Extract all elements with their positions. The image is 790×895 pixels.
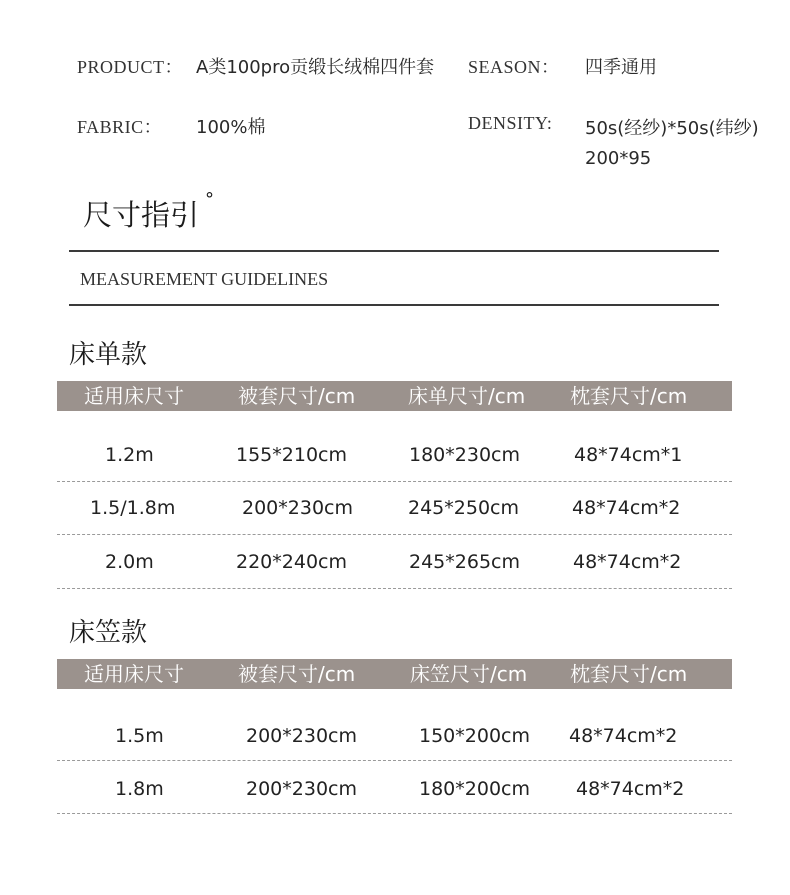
guide-bottom-divider: [69, 304, 719, 306]
cell-duvet-size: 200*230cm: [246, 778, 357, 800]
cell-bed-size: 1.8m: [115, 778, 164, 800]
cell-duvet-size: 220*240cm: [236, 551, 347, 573]
product-label: PRODUCT：: [77, 57, 184, 77]
guide-title-mark: °: [205, 189, 215, 210]
cell-duvet-size: 155*210cm: [236, 444, 347, 466]
col-header-fitted-sheet-size: 床笠尺寸/cm: [410, 662, 528, 686]
product-value: A类100pro贡缎长绒棉四件套: [196, 57, 435, 78]
table-row: [57, 761, 732, 814]
guide-top-divider: [69, 250, 719, 252]
cell-fitted-sheet-size: 180*200cm: [419, 778, 530, 800]
table-row: [57, 429, 732, 482]
cell-bed-size: 1.5/1.8m: [90, 497, 176, 519]
cell-sheet-size: 245*265cm: [409, 551, 520, 573]
cell-duvet-size: 200*230cm: [242, 497, 353, 519]
guide-subtitle: MEASUREMENT GUIDELINES: [80, 269, 329, 289]
flat-sheet-table-header: [57, 381, 732, 411]
fitted-sheet-table-header: [57, 659, 732, 689]
cell-duvet-size: 200*230cm: [246, 725, 357, 747]
cell-pillowcase-size: 48*74cm*2: [572, 497, 681, 519]
col-header-pillowcase-size: 枕套尺寸/cm: [570, 384, 688, 408]
cell-pillowcase-size: 48*74cm*2: [576, 778, 685, 800]
cell-sheet-size: 180*230cm: [409, 444, 520, 466]
table-row: [57, 708, 732, 761]
cell-bed-size: 1.5m: [115, 725, 164, 747]
table-row: [57, 535, 732, 589]
cell-fitted-sheet-size: 150*200cm: [419, 725, 530, 747]
season-label: SEASON：: [468, 57, 560, 77]
fabric-value: 100%棉: [196, 117, 266, 138]
col-header-duvet-size: 被套尺寸/cm: [238, 384, 356, 408]
fitted-sheet-title: 床笠款: [69, 618, 148, 648]
flat-sheet-title: 床单款: [69, 340, 148, 370]
col-header-bed-size: 适用床尺寸: [84, 662, 184, 686]
density-label: DENSITY:: [468, 113, 553, 133]
guide-title-text: 尺寸指引: [83, 198, 200, 232]
density-value-warp-weft: 50s(经纱)*50s(纬纱): [585, 118, 759, 139]
cell-sheet-size: 245*250cm: [408, 497, 519, 519]
col-header-duvet-size: 被套尺寸/cm: [238, 662, 356, 686]
guide-title: [83, 189, 215, 234]
cell-bed-size: 1.2m: [105, 444, 154, 466]
col-header-sheet-size: 床单尺寸/cm: [408, 384, 526, 408]
cell-bed-size: 2.0m: [105, 551, 154, 573]
cell-pillowcase-size: 48*74cm*1: [574, 444, 683, 466]
cell-pillowcase-size: 48*74cm*2: [573, 551, 682, 573]
col-header-bed-size: 适用床尺寸: [84, 384, 184, 408]
cell-pillowcase-size: 48*74cm*2: [569, 725, 678, 747]
col-header-pillowcase-size: 枕套尺寸/cm: [570, 662, 688, 686]
density-value-count: 200*95: [585, 148, 652, 169]
fabric-label: FABRIC：: [77, 117, 163, 137]
season-value: 四季通用: [585, 57, 657, 78]
table-row: [57, 482, 732, 535]
